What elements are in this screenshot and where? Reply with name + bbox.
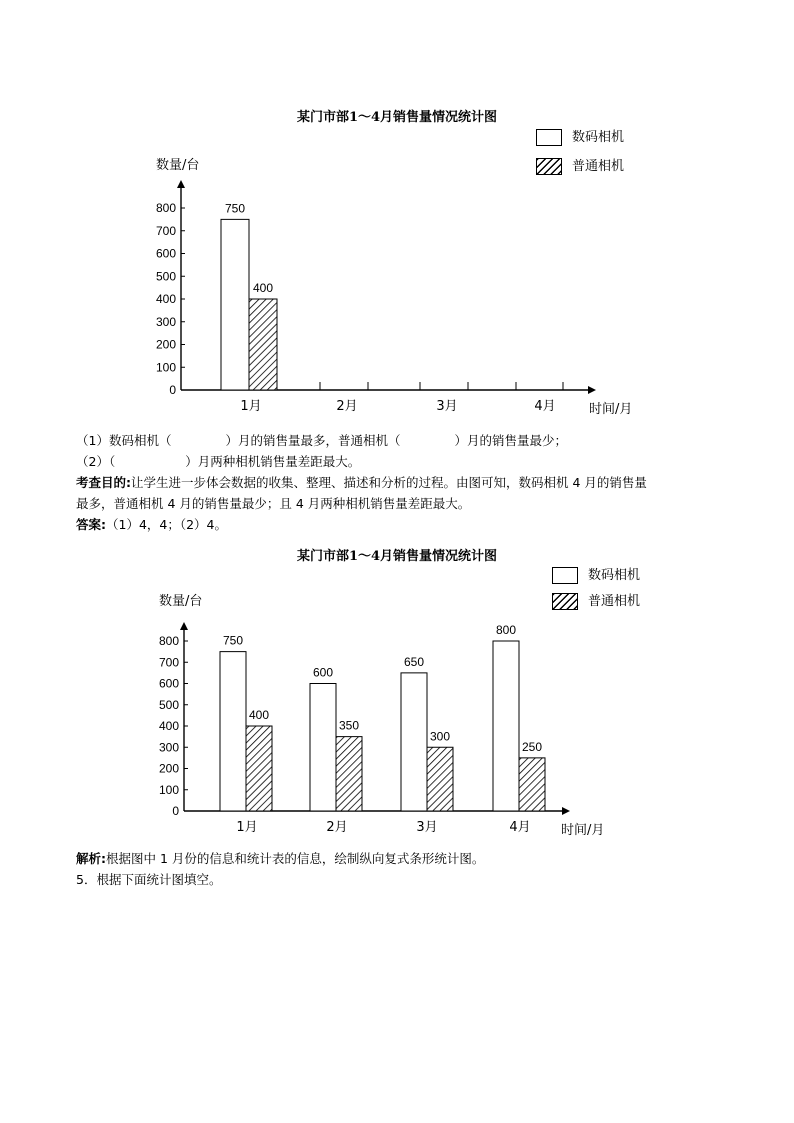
x-tick-label: 2月 (326, 820, 348, 835)
x-tick-label: 3月 (436, 399, 458, 414)
analysis-text: 根据图中 1 月份的信息和统计表的信息，绘制纵向复式条形统计图。 (106, 851, 485, 866)
purpose-line-2 (76, 495, 736, 513)
data-label: 300 (429, 729, 451, 744)
y-tick-label: 800 (155, 201, 176, 215)
bar (220, 652, 246, 811)
y-tick-label: 200 (155, 337, 176, 352)
bar (427, 747, 453, 811)
x-tick-label: 4月 (509, 820, 531, 835)
purpose-text: 让学生进一步体会数据的收集、整理、描述和分析的过程。由图可知，数码相机 4 月的销售量 (131, 475, 647, 490)
y-axis-label: 数量/台 (159, 594, 203, 609)
y-tick-label: 700 (155, 223, 176, 238)
bar (249, 299, 277, 390)
x-axis-label: 时间/月 (561, 823, 605, 838)
y-tick-label: 400 (158, 719, 179, 733)
legend-label: 数码相机 (588, 568, 641, 583)
x-axis-label: 时间/月 (589, 402, 633, 417)
sales-chart-incomplete (0, 98, 794, 428)
y-tick-label: 600 (158, 676, 179, 691)
question-2-line (76, 453, 736, 471)
x-tick-label: 3月 (416, 820, 438, 835)
x-tick-label: 1月 (240, 399, 262, 414)
bar (310, 684, 336, 812)
data-label: 800 (495, 623, 517, 637)
data-label: 350 (338, 718, 360, 733)
y-tick-label: 500 (158, 697, 179, 712)
question-text: （ (108, 454, 116, 469)
y-tick-label: 0 (172, 804, 179, 818)
y-tick-label: 700 (158, 655, 179, 670)
data-label: 650 (403, 654, 425, 669)
bar (336, 737, 362, 811)
y-tick-label: 300 (158, 740, 179, 755)
y-tick-label: 300 (155, 314, 176, 329)
bar (246, 726, 272, 811)
y-tick-label: 600 (155, 246, 176, 261)
y-tick-label: 500 (155, 269, 176, 284)
bar (401, 673, 427, 811)
x-tick-label: 1月 (236, 820, 258, 835)
y-tick-label: 100 (158, 782, 179, 797)
y-axis-arrow (177, 180, 185, 188)
y-axis-arrow (180, 622, 188, 630)
data-label: 400 (252, 281, 274, 295)
x-tick-label: 4月 (534, 399, 556, 414)
question-number: （1） (76, 433, 109, 448)
legend-label: 普通相机 (572, 159, 625, 174)
analysis-line (76, 850, 736, 868)
chart-title: 某门市部1～4月销售量情况统计图 (296, 549, 498, 564)
x-axis-arrow (562, 807, 570, 815)
y-axis-label: 数量/台 (156, 158, 200, 173)
answer-line (76, 516, 736, 534)
sales-chart-complete (0, 536, 794, 848)
next-question-text: 5．根据下面统计图填空。 (76, 872, 222, 887)
answer-text: （1）4，4；（2）4。 (106, 517, 228, 532)
purpose-text: 最多，普通相机 4 月的销售量最少；且 4 月两种相机销售量差距最大。 (76, 496, 471, 511)
y-tick-label: 200 (158, 761, 179, 776)
y-tick-label: 800 (158, 634, 179, 648)
answer-label: 答案: (76, 517, 106, 532)
data-label: 250 (521, 739, 543, 754)
question-text: ）月的销售量最多，普通相机（ (225, 433, 401, 448)
bar (519, 758, 545, 811)
bar (221, 219, 249, 390)
data-label: 750 (224, 201, 246, 216)
bar (493, 641, 519, 811)
next-question-line (76, 871, 736, 889)
question-number: （2） (76, 454, 109, 469)
chart-plot-area (0, 536, 794, 848)
chart-plot-area (0, 98, 794, 428)
y-tick-label: 400 (155, 292, 176, 306)
question-text: ）月的销售量最少； (454, 433, 567, 448)
question-text: ）月两种相机销售量差距最大。 (185, 454, 361, 469)
x-tick-label: 2月 (336, 399, 358, 414)
chart-title: 某门市部1～4月销售量情况统计图 (296, 110, 498, 125)
purpose-label: 考查目的: (76, 475, 131, 490)
legend-label: 数码相机 (572, 130, 625, 145)
y-tick-label: 0 (169, 383, 176, 397)
question-1-line (76, 432, 736, 450)
legend-label: 普通相机 (588, 594, 641, 609)
question-text: 数码相机（ (108, 433, 172, 448)
purpose-line-1 (76, 474, 736, 492)
data-label: 600 (312, 665, 334, 680)
data-label: 400 (248, 708, 270, 722)
data-label: 750 (222, 633, 244, 648)
analysis-label: 解析: (76, 851, 106, 866)
x-axis-arrow (588, 386, 596, 394)
y-tick-label: 100 (155, 360, 176, 375)
